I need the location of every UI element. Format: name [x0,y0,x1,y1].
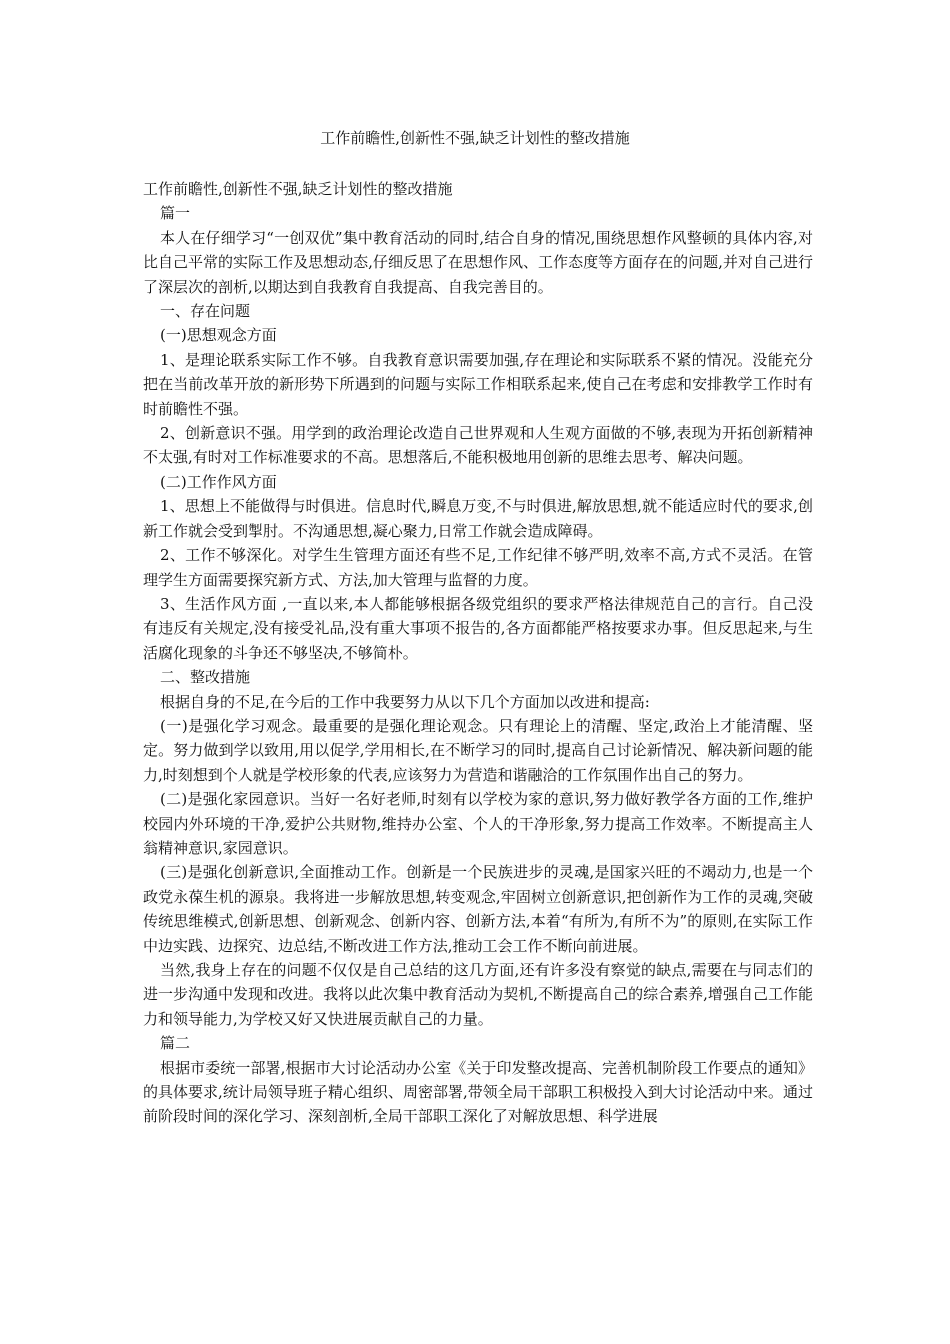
paragraph: (三)是强化创新意识,全面推动工作。创新是一个民族进步的灵魂,是国家兴旺的不竭动力,也是一个政党永葆生机的源泉。我将进一步解放思想,转变观念,牢固树立创新意识,把创新作为工作的灵魂,突破传统思维模式,创新思想、创新观念、创新内容、创新方法,本着“有所为,有所不为”的原则,在实际工作中边实践、边探究、边总结,不断改进工作方法,推动工会工作不断向前进展。 [143,863,813,955]
paragraph: 一、存在问题 [160,302,251,321]
paragraph: 工作前瞻性,创新性不强,缺乏计划性的整改措施 [143,180,453,198]
document-title: 工作前瞻性,创新性不强,缺乏计划性的整改措施 [320,129,630,147]
paragraph: 本人在仔细学习“一创双优”集中教育活动的同时,结合自身的情况,围绕思想作风整顿的具体内容,对比自己平常的实际工作及思想动态,仔细反思了在思想作风、工作态度等方面存在的问题,并对自己进行了深层次的剖析,以期达到自我教育自我提高、自我完善目的。 [143,228,813,296]
paragraph: 篇二 [160,1034,191,1053]
paragraph: 当然,我身上存在的问题不仅仅是自己总结的这几方面,还有许多没有察觉的缺点,需要在与同志们的进一步沟通中发现和改进。我将以此次集中教育活动为契机,不断提高自己的综合素养,增强自己工作能力和领导能力,为学校又好又快进展贡献自己的力量。 [143,961,813,1028]
paragraph: (二)是强化家园意识。当好一名好老师,时刻有以学校为家的意识,努力做好教学各方面的工作,维护校园内外环境的干净,爱护公共财物,维持办公室、个人的干净形象,努力提高工作效率。不断提高主人翁精神意识,家园意识。 [143,790,813,857]
paragraph: (一)思想观念方面 [160,326,277,345]
paragraph: 2、创新意识不强。用学到的政治理论改造自己世界观和人生观方面做的不够,表现为开拓创新精神不太强,有时对工作标准要求的不高。思想落后,不能积极地用创新的思维去思考、解决问题。 [143,424,813,467]
paragraph: (一)是强化学习观念。最重要的是强化理论观念。只有理论上的清醒、坚定,政治上才能清醒、坚定。努力做到学以致用,用以促学,学用相长,在不断学习的同时,提高自己讨论新情况、解决新问题的能力,时刻想到个人就是学校形象的代表,应该努力为营造和谐融洽的工作氛围作出自己的努力。 [143,716,813,784]
paragraph: 根据自身的不足,在今后的工作中我要努力从以下几个方面加以改进和提高: [160,692,650,711]
paragraph: (二)工作作风方面 [160,472,277,491]
paragraph: 根据市委统一部署,根据市大讨论活动办公室《关于印发整改提高、完善机制阶段工作要点的通知》的具体要求,统计局领导班子精心组织、周密部署,带领全局干部职工积极投入到大讨论活动中来。通过前阶段时间的深化学习、深刻剖析,全局干部职工深化了对解放思想、科学进展 [143,1058,813,1126]
paragraph: 1、思想上不能做得与时俱进。信息时代,瞬息万变,不与时俱进,解放思想,就不能适应时代的要求,创新工作就会受到掣肘。不沟通思想,凝心聚力,日常工作就会造成障碍。 [143,497,813,540]
paragraph: 二、整改措施 [160,668,251,687]
document-body [143,177,813,1129]
paragraph: 1、是理论联系实际工作不够。自我教育意识需要加强,存在理论和实际联系不紧的情况。没能充分把在当前改革开放的新形势下所遇到的问题与实际工作相联系起来,使自己在考虑和安排教学工作时有时前瞻性不强。 [143,350,813,418]
paragraph: 3、生活作风方面 ,一直以来,本人都能够根据各级党组织的要求严格法律规范自己的言行。自己没有违反有关规定,没有接受礼品,没有重大事项不报告的,各方面都能严格按要求办事。但反思起来,与生活腐化现象的斗争还不够坚决,不够简朴。 [143,594,813,662]
paragraph: 2、工作不够深化。对学生生管理方面还有些不足,工作纪律不够严明,效率不高,方式不灵活。在管理学生方面需要探究新方式、方法,加大管理与监督的力度。 [143,546,813,589]
paragraph: 篇一 [160,204,191,223]
